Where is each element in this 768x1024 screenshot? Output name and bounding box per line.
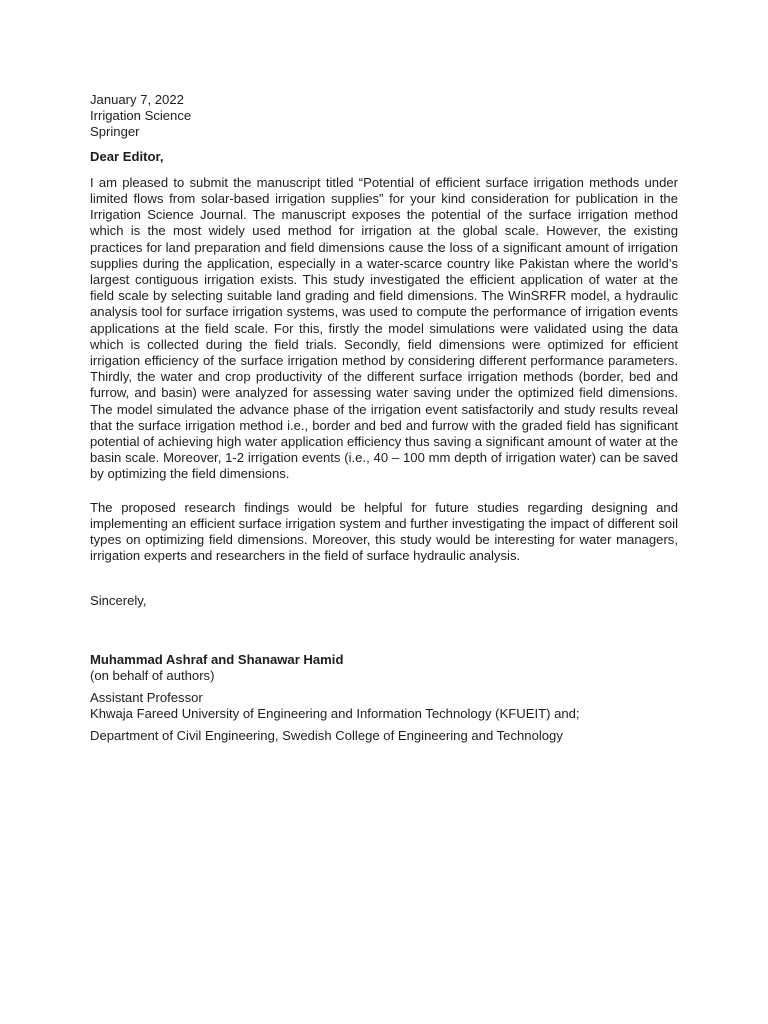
signatory-names: Muhammad Ashraf and Shanawar Hamid <box>90 651 344 667</box>
signatory-title: Assistant Professor <box>90 690 203 706</box>
letter-date: January 7, 2022 <box>90 92 184 107</box>
salutation: Dear Editor, <box>90 148 164 164</box>
letter-page <box>90 92 678 744</box>
signatory-affiliation-2: Department of Civil Engineering, Swedish College of Engineering and Technology <box>90 727 563 743</box>
closing: Sincerely, <box>90 593 147 609</box>
recipient-publisher: Springer <box>90 124 140 140</box>
body-paragraph-2: The proposed research findings would be helpful for future studies regarding designing and implementing an efficient surface irrigation system and further investigating the impact of different soil types on optimizing field dimensions. Moreover, this study would be interesting for water managers, irrigation experts and researchers in the field of surface hydraulic analysis. <box>90 499 678 564</box>
body-paragraph-1: I am pleased to submit the manuscript titled “Potential of efficient surface irrigation methods under limited flows from solar-based irrigation supplies” for your kind consideration for publication in the Irrigation Science Journal. The manuscript exposes the potential of the surface irrigation method which is the most widely used method for irrigation at the global scale. However, the existing practices for land preparation and field dimensions cause the loss of a significant amount of irrigation supplies during the application, especially in a water-scarce country like Pakistan where the world’s largest contiguous irrigation exists. This study investigated the efficient application of water at the field scale by selecting suitable land grading and field dimensions. The WinSRFR model, a hydraulic analysis tool for surface irrigation systems, was used to compute the performance of irrigation events applications at the field scale. For this, firstly the model simulations were validated using the data which is collected during the field trials. Secondly, field dimensions were optimized for efficient irrigation efficiency of the surface irrigation method by considering different performance parameters. Thirdly, the water and crop productivity of the different surface irrigation methods (border, bed and furrow, and basin) were analyzed for assessing water saving under the optimized field dimensions. The model simulated the advance phase of the irrigation event satisfactorily and study results reveal that the surface irrigation method i.e., border and bed and furrow with the graded field has significant potential of achieving high water application efficiency thus saving a significant amount of water at the basin scale. Moreover, 1-2 irrigation events (i.e., 40 – 100 mm depth of irrigation water) can be saved by optimizing the field dimensions. <box>90 174 678 482</box>
signatory-affiliation-1: Khwaja Fareed University of Engineering and Information Technology (KFUEIT) and; <box>90 706 580 722</box>
letter-header <box>90 92 678 141</box>
signatory-note: (on behalf of authors) <box>90 667 215 683</box>
recipient-journal: Irrigation Science <box>90 108 192 124</box>
